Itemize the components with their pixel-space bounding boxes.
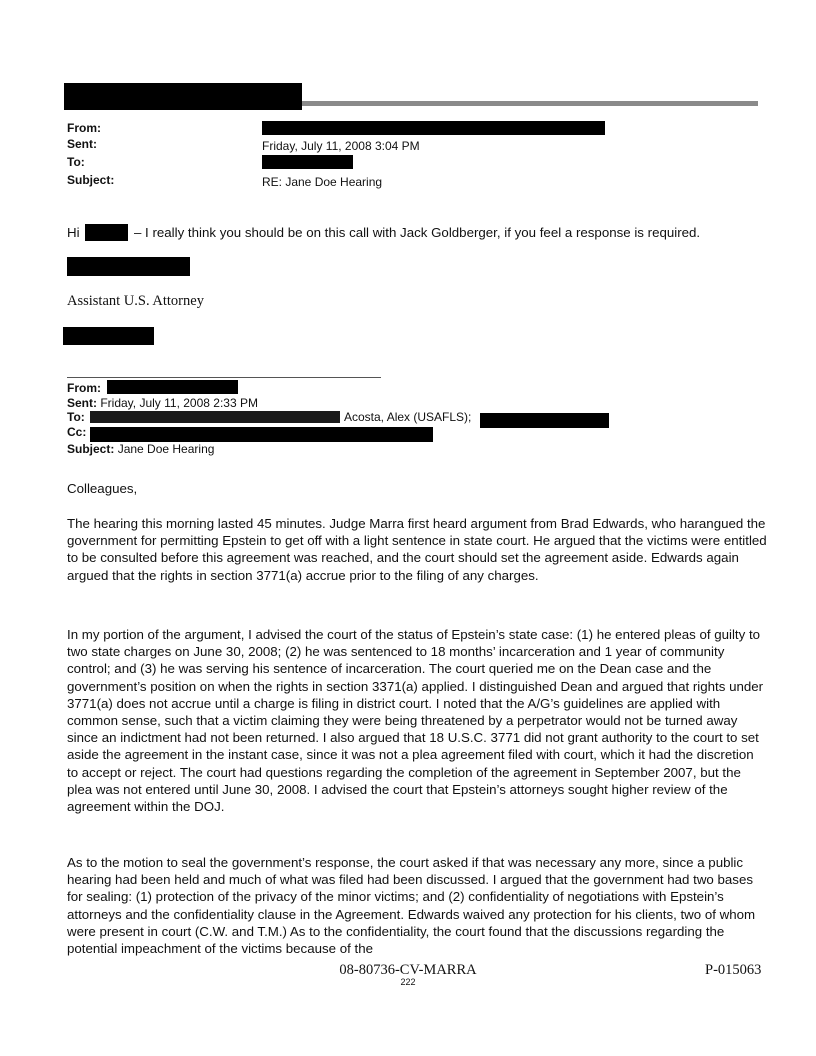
from-label: From: — [67, 121, 101, 135]
fwd-sent-line — [67, 397, 258, 410]
greeting-name-redaction — [85, 224, 128, 241]
header-redaction-bar — [64, 83, 302, 110]
bates-number: P-015063 — [705, 962, 762, 978]
signature-title: Assistant U.S. Attorney — [67, 293, 204, 309]
fwd-cc-redaction — [90, 427, 433, 442]
subject-label: Subject: — [67, 173, 115, 187]
header-rule — [302, 101, 758, 106]
fwd-subject-label: Subject: — [67, 442, 115, 456]
fwd-to-redaction-2 — [480, 413, 609, 428]
page-number: 222 — [400, 977, 416, 987]
from-redaction — [262, 121, 605, 135]
greeting-line — [67, 224, 700, 241]
fwd-to-visible: Acosta, Alex (USAFLS); — [344, 410, 472, 424]
fwd-to-label: To: — [67, 410, 85, 424]
subject-value: RE: Jane Doe Hearing — [262, 175, 383, 189]
fwd-to-redaction-1 — [90, 411, 340, 423]
fwd-sent-value: Friday, July 11, 2008 2:33 PM — [100, 396, 258, 410]
fwd-sent-label: Sent: — [67, 396, 97, 410]
paragraph-argument: In my portion of the argument, I advised the court of the status of Epstein’s state case: (1) he entered pleas of guilty to two state charges on June 30, 2008; (2) he was sentenced to 18 months’ incarceration and 1 year of community control; and (3) he was serving his sentence of incarceration. The court queried me on the Dean case and the government’s position on when the rights in section 3371(a) applied. I distinguished Dean and argued that rights under 3771(a) does not accrue until a charge is filing in district court. I noted that the A/G’s guidelines are applied with common sense, such that a victim claiming they were being threatened by a perpetrator would not be turned away since an indictment had not been returned. I also argued that 18 U.S.C. 3771 did not grant authority to the court to set aside the agreement in the instant case, since it was not a plea agreement filed with court, which it had the discretion to accept or reject. The court had questions regarding the completion of the agreement in September 2007, but the plea was not entered until June 30, 2008. I advised the court that Epstein’s attorneys sought higher review of the agreement within the DOJ. — [67, 627, 764, 815]
to-redaction — [262, 155, 353, 169]
sent-label: Sent: — [67, 137, 97, 151]
salutation: Colleagues, — [67, 481, 138, 496]
case-number: 08-80736-CV-MARRA — [339, 962, 477, 978]
greeting-text: – I really think you should be on this call with Jack Goldberger, if you feel a response is required. — [133, 225, 701, 240]
to-label: To: — [67, 155, 85, 169]
paragraph-seal-motion: As to the motion to seal the government’s response, the court asked if that was necessary any more, since a public hearing had been held and much of what was filed had been discussed. I argued that the government had two bases for sealing: (1) protection of the privacy of the minor victims; and (2) confidentiality of negotiations with Epstein’s attorneys and the confidentiality clause in the Agreement. Edwards waived any protection for his clients, two of whom were present in court (C.W. and T.M.) As to the confidentiality, the court found that the discussions regarding the potential impeachment of the victims because of the — [67, 855, 756, 957]
fwd-subject-value: Jane Doe Hearing — [117, 442, 215, 456]
signature-contact-redaction — [63, 327, 154, 345]
paragraph-hearing: The hearing this morning lasted 45 minutes. Judge Marra first heard argument from Brad Edwards, who harangued the government for permitting Epstein to get off with a light sentence in state court. He argued that the victims were entitled to be consulted before this agreement was reached, and the court should set the agreement aside. Edwards again argued that the rights in section 3771(a) accrue prior to the filing of any charges. — [67, 516, 767, 583]
fwd-subject-line — [67, 443, 214, 456]
fwd-cc-label: Cc: — [67, 425, 87, 439]
fwd-from-label: From: — [67, 381, 101, 395]
sent-value: Friday, July 11, 2008 3:04 PM — [262, 139, 420, 153]
greeting-hi: Hi — [67, 225, 80, 240]
fwd-from-redaction — [107, 380, 238, 394]
forward-separator — [67, 377, 381, 378]
signature-name-redaction — [67, 257, 190, 276]
